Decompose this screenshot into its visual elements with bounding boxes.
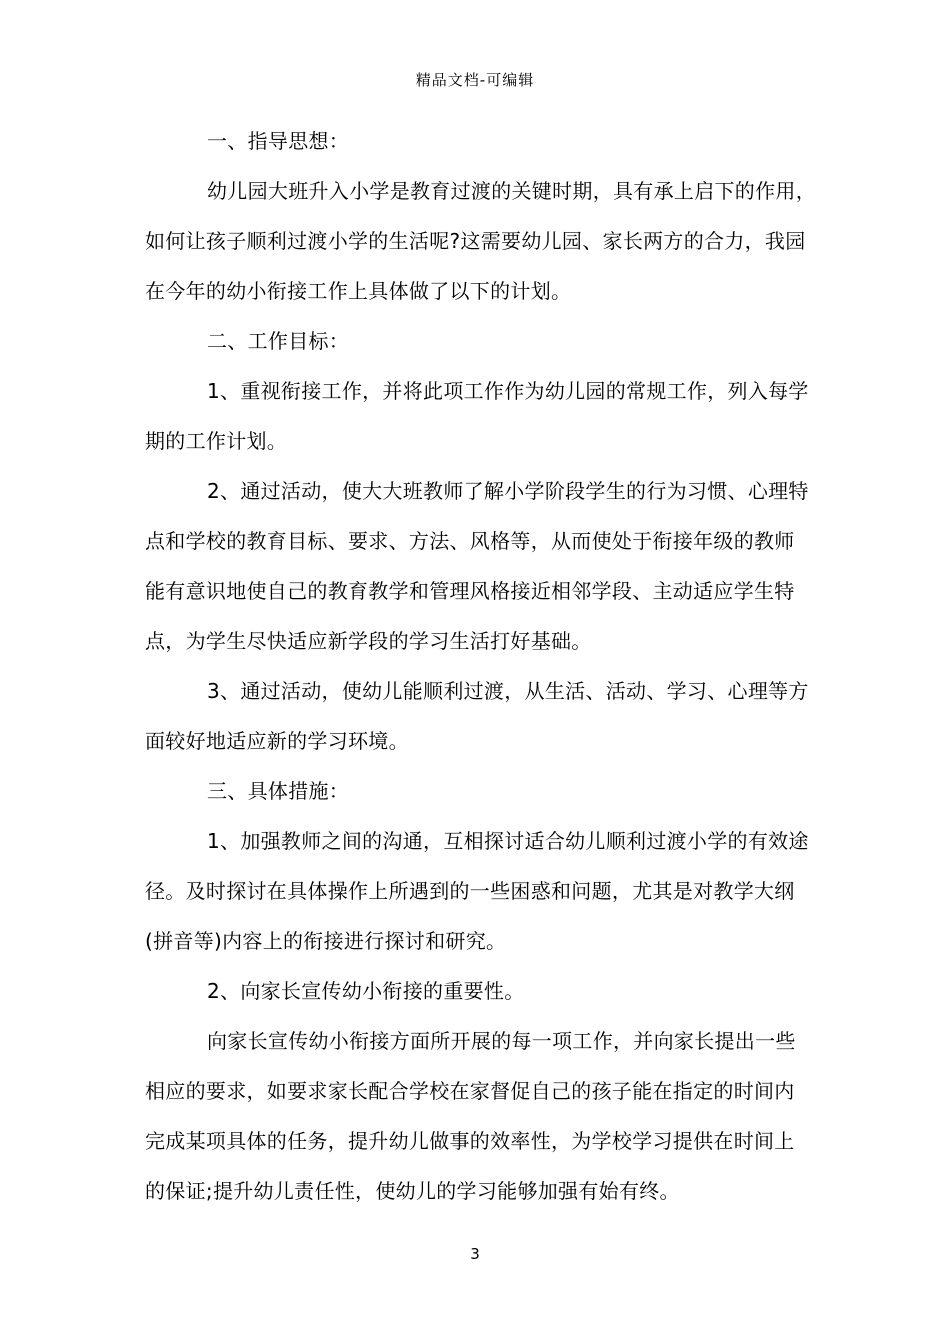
paragraph-line: 幼儿园大班升入小学是教育过渡的关键时期，具有承上启下的作用， <box>207 179 816 203</box>
paragraph-line: (拼音等)内容上的衔接进行探讨和研究。 <box>145 929 507 953</box>
paragraph-line: 在今年的幼小衔接工作上具体做了以下的计划。 <box>145 279 572 303</box>
paragraph-line: 点和学校的教育目标、要求、方法、风格等，从而使处于衔接年级的教师 <box>145 529 795 553</box>
paragraph-line: 相应的要求，如要求家长配合学校在家督促自己的孩子能在指定的时间内 <box>145 1079 795 1103</box>
paragraph-line: 1、重视衔接工作，并将此项工作作为幼儿园的常规工作，列入每学 <box>207 379 809 403</box>
page-number: 3 <box>470 1245 480 1263</box>
paragraph-line: 2、通过活动，使大大班教师了解小学阶段学生的行为习惯、心理特 <box>207 479 809 503</box>
document-body <box>145 116 816 1216</box>
paragraph-line: 3、通过活动，使幼儿能顺利过渡，从生活、活动、学习、心理等方 <box>207 679 809 703</box>
paragraph-line: 1、加强教师之间的沟通，互相探讨适合幼儿顺利过渡小学的有效途 <box>207 829 809 853</box>
paragraph-line: 如何让孩子顺利过渡小学的生活呢?这需要幼儿园、家长两方的合力，我园 <box>145 229 806 253</box>
paragraph-line: 能有意识地使自己的教育教学和管理风格接近相邻学段、主动适应学生特 <box>145 579 795 603</box>
page-header: 精品文档-可编辑 <box>415 71 535 89</box>
paragraph-line: 点，为学生尽快适应新学段的学习生活打好基础。 <box>145 629 592 653</box>
paragraph-line: 面较好地适应新的学习环境。 <box>145 729 409 753</box>
paragraph-line: 向家长宣传幼小衔接方面所开展的每一项工作，并向家长提出一些 <box>207 1029 796 1053</box>
paragraph-line: 完成某项具体的任务，提升幼儿做事的效率性，为学校学习提供在时间上 <box>145 1129 795 1153</box>
section-heading-guiding-ideology: 一、指导思想： <box>207 129 350 153</box>
paragraph-line: 2、向家长宣传幼小衔接的重要性。 <box>207 979 525 1003</box>
paragraph-line: 径。及时探讨在具体操作上所遇到的一些困惑和问题，尤其是对教学大纲 <box>145 879 795 903</box>
paragraph-line: 的保证;提升幼儿责任性，使幼儿的学习能够加强有始有终。 <box>145 1179 680 1203</box>
section-heading-measures: 三、具体措施： <box>207 779 350 803</box>
section-heading-work-goals: 二、工作目标： <box>207 329 350 353</box>
paragraph-line: 期的工作计划。 <box>145 429 288 453</box>
